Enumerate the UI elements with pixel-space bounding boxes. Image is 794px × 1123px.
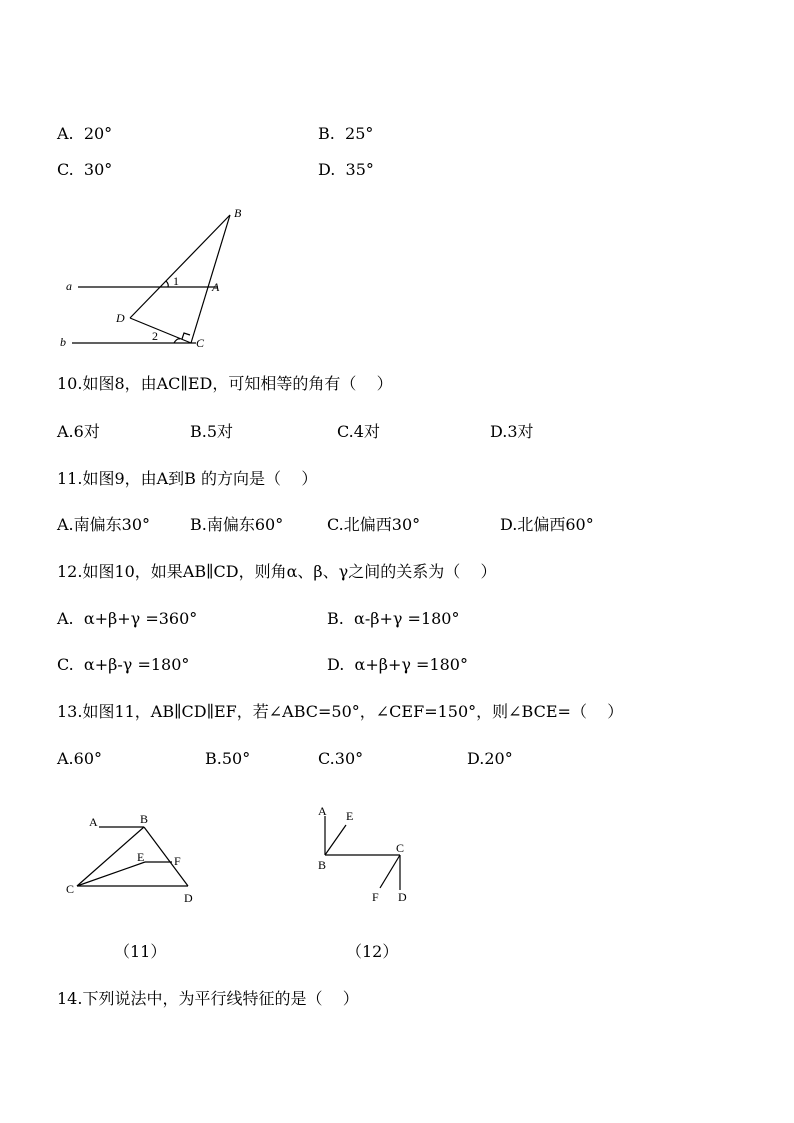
fig12-BE (325, 825, 346, 855)
fig12-label-F: F (372, 890, 379, 904)
fig12-label-B: B (318, 858, 327, 872)
q13-option-d: D.20° (467, 749, 513, 768)
fig11-label-C: C (66, 882, 75, 896)
q11-option-c: C.北偏西30° (327, 515, 421, 534)
label-C: C (196, 336, 205, 350)
fig12-label-A: A (318, 804, 327, 818)
fig12-label-D: D (398, 890, 407, 904)
q9-option-a: A. 20° (57, 124, 113, 143)
fig12-CF (380, 855, 400, 888)
fig11-label-E: E (137, 850, 145, 864)
label-B: B (234, 206, 242, 220)
q12-option-c: C. α+β-γ =180° (57, 655, 190, 674)
q11-option-a: A.南偏东30° (57, 515, 151, 534)
q11-option-b: B.南偏东60° (190, 515, 284, 534)
q9-option-b: B. 25° (318, 124, 374, 143)
fig11-label-F: F (174, 854, 181, 868)
q13-option-a: A.60° (57, 749, 102, 768)
q9-option-c: C. 30° (57, 160, 113, 179)
figure-12-caption: （12） (346, 942, 399, 961)
q10-option-a: A.6对 (57, 422, 100, 441)
label-b: b (60, 335, 66, 349)
q12-option-a: A. α+β+γ =360° (57, 609, 198, 628)
q10-option-d: D.3对 (490, 422, 534, 441)
label-1: 1 (173, 274, 179, 288)
q9-option-d: D. 35° (318, 160, 374, 179)
q10-option-b: B.5对 (190, 422, 234, 441)
q11-option-d: D.北偏西60° (500, 515, 594, 534)
q13-option-b: B.50° (205, 749, 251, 768)
q13-option-c: C.30° (318, 749, 364, 768)
q14-stem: 14.下列说法中，为平行线特征的是（ ） (57, 989, 359, 1008)
q10-option-c: C.4对 (337, 422, 380, 441)
q12-option-b: B. α-β+γ =180° (327, 609, 460, 628)
fig11-label-B: B (140, 812, 149, 826)
fig12-label-C: C (396, 841, 405, 855)
figure-11-caption: （11） (114, 942, 167, 961)
fig12-label-E: E (346, 809, 354, 823)
q13-stem: 13.如图11，AB∥CD∥EF，若∠ABC=50°，∠CEF=150°，则∠BCE=（ ） (57, 702, 624, 721)
fig11-label-A: A (89, 815, 98, 829)
fig11-label-D: D (184, 891, 193, 905)
label-a: a (66, 279, 72, 293)
q10-stem: 10.如图8，由AC∥ED，可知相等的角有（ ） (57, 374, 393, 393)
label-A: A (212, 280, 220, 294)
q12-stem: 12.如图10，如果AB∥CD，则角α、β、γ之间的关系为（ ） (57, 562, 497, 581)
label-2: 2 (152, 329, 158, 343)
q12-option-d: D. α+β+γ =180° (327, 655, 468, 674)
label-D: D (116, 311, 125, 325)
q11-stem: 11.如图9，由A到B 的方向是（ ） (57, 469, 318, 488)
